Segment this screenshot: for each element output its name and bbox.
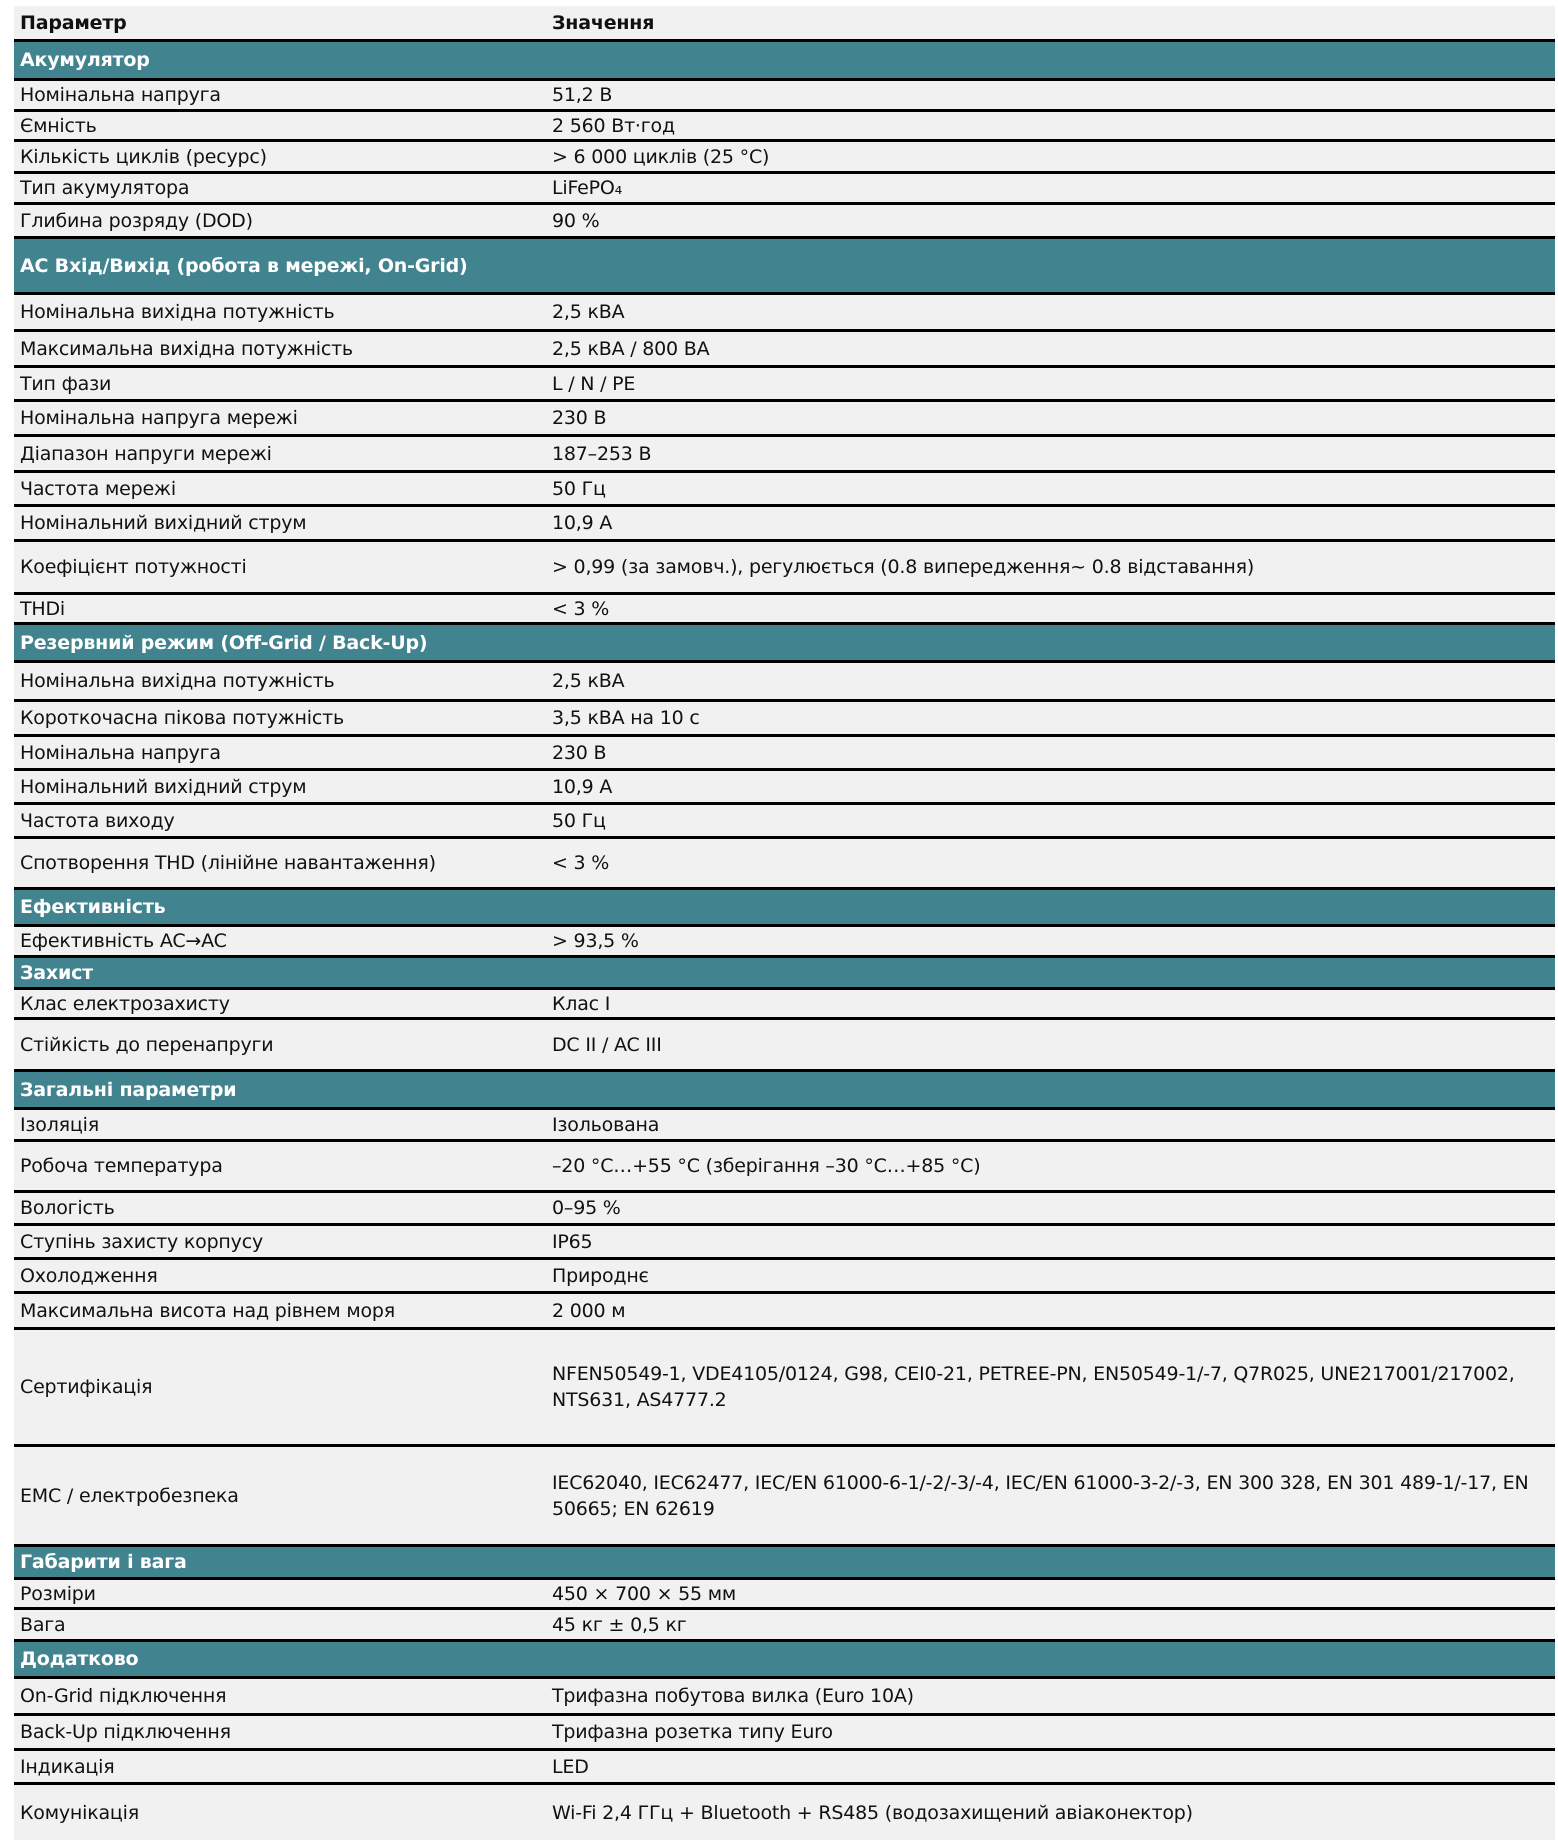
value-cell: 187–253 В [552, 442, 652, 465]
table-row [14, 699, 1555, 734]
param-cell: On-Grid підключення [20, 1685, 227, 1707]
value-cell: Wi-Fi 2,4 ГГц + Bluetooth + RS485 (водозахищений авіаконектор) [552, 1801, 1193, 1824]
param-cell: Номінальна напруга [20, 84, 221, 106]
table-row [14, 504, 1555, 539]
param-cell: Тип фази [20, 372, 112, 395]
table-row [14, 109, 1555, 139]
value-cell: –20 °C…+55 °C (зберігання –30 °C…+85 °C) [552, 1155, 981, 1177]
value-cell: DC II / AC III [552, 1033, 662, 1056]
table-row [14, 1223, 1555, 1257]
table-row [14, 1444, 1555, 1544]
param-cell: Тип акумулятора [20, 177, 190, 199]
table-row [14, 1713, 1555, 1748]
param-cell: Клас електрозахисту [20, 992, 230, 1015]
value-cell: 2,5 кВА [552, 301, 625, 323]
param-cell: Back-Up підключення [20, 1721, 231, 1743]
param-cell: Коефіцієнт потужності [20, 556, 247, 578]
section-title: Захист [20, 961, 93, 984]
value-cell: Клас I [552, 992, 611, 1015]
table-row [14, 734, 1555, 768]
param-cell: Ступінь захисту корпусу [20, 1230, 263, 1253]
value-cell: NFEN50549-1, VDE4105/0124, G98, CEI0-21, PETREE-PN, EN50549-1/-7, Q7R025, UNE217001/217002, NTS631, AS4777.2 [552, 1363, 1515, 1411]
table-row [14, 1327, 1555, 1444]
param-cell: Сертифікація [20, 1376, 153, 1398]
value-cell: Ізольована [552, 1113, 660, 1136]
value-cell: Трифазна розетка типу Euro [552, 1721, 833, 1743]
section-header [14, 39, 1555, 78]
section-title: Акумулятор [20, 49, 150, 71]
value-cell: 0–95 % [552, 1197, 621, 1219]
param-cell: Номінальний вихідний струм [20, 512, 307, 534]
param-cell: Глибина розряду (DOD) [20, 209, 253, 232]
value-cell: 230 В [552, 741, 607, 764]
value-cell: LED [552, 1755, 589, 1778]
param-cell: Ізоляція [20, 1113, 99, 1136]
section-header [14, 955, 1555, 987]
section-header [14, 1069, 1555, 1107]
table-row [14, 1782, 1555, 1840]
section-header [14, 1544, 1555, 1577]
table-row [14, 1748, 1555, 1782]
table-row [14, 1017, 1555, 1069]
value-cell: 10,9 А [552, 775, 613, 798]
param-cell: Діапазон напруги мережі [20, 442, 272, 465]
value-cell: > 0,99 (за замовч.), регулюється (0.8 випередження~ 0.8 відставання) [552, 556, 1255, 578]
table-row [14, 171, 1555, 202]
table-row [14, 539, 1555, 592]
param-cell: Розміри [20, 1582, 96, 1605]
value-cell: > 6 000 циклів (25 °C) [552, 145, 770, 168]
table-row [14, 1139, 1555, 1190]
column-header-value: Значення [552, 11, 655, 34]
param-cell: Ємність [20, 114, 97, 137]
column-header-param: Параметр [20, 11, 127, 34]
value-cell: 51,2 В [552, 84, 613, 106]
param-cell: Максимальна вихідна потужність [20, 337, 353, 360]
param-cell: EMC / електробезпека [20, 1484, 239, 1507]
section-title: AC Вхід/Вихід (робота в мережі, On-Grid) [20, 254, 468, 277]
param-cell: Стійкість до перенапруги [20, 1033, 274, 1056]
section-title: Ефективність [20, 896, 166, 918]
table-row [14, 365, 1555, 399]
table-row [14, 202, 1555, 236]
section-header [14, 887, 1555, 924]
table-row [14, 802, 1555, 836]
value-cell: < 3 % [552, 852, 610, 874]
table-row [14, 1190, 1555, 1223]
section-title: Загальні параметри [20, 1078, 237, 1101]
value-cell: 90 % [552, 209, 600, 232]
value-cell: IP65 [552, 1230, 593, 1253]
table-row [14, 292, 1555, 329]
table-row [14, 470, 1555, 504]
value-cell: > 93,5 % [552, 930, 639, 952]
section-header [14, 236, 1555, 292]
table-row [14, 78, 1555, 109]
param-cell: Частота виходу [20, 809, 175, 832]
table-row [14, 836, 1555, 887]
value-cell: 2,5 кВА / 800 ВА [552, 337, 710, 360]
param-cell: Номінальна вихідна потужність [20, 670, 335, 692]
table-row [14, 592, 1555, 622]
value-cell: L / N / PE [552, 372, 636, 395]
param-cell: Вага [20, 1613, 66, 1636]
value-cell: 50 Гц [552, 477, 606, 500]
section-header [14, 1639, 1555, 1676]
table-row [14, 329, 1555, 365]
param-cell: Комунікація [20, 1801, 139, 1824]
table-row [14, 1607, 1555, 1639]
table-row [14, 924, 1555, 955]
param-cell: Номінальна напруга мережі [20, 407, 298, 429]
value-cell: Трифазна побутова вилка (Euro 10A) [552, 1685, 914, 1707]
value-cell: IEC62040, IEC62477, IEC/EN 61000-6-1/-2/-3/-4, IEC/EN 61000-3-2/-3, EN 300 328, EN 301 489-1/-17, EN 50665; EN 62619 [552, 1471, 1529, 1520]
table-header-row [14, 6, 1555, 39]
table-row [14, 1107, 1555, 1139]
value-cell: 10,9 А [552, 512, 613, 534]
value-cell: 2 560 Вт·год [552, 114, 675, 137]
param-cell: Номінальна напруга [20, 741, 221, 764]
value-cell: 50 Гц [552, 809, 606, 832]
value-cell: 3,5 кВА на 10 с [552, 707, 700, 729]
table-body [14, 39, 1555, 1840]
value-cell: 230 В [552, 407, 607, 429]
table-row [14, 660, 1555, 699]
param-cell: Спотворення THD (лінійне навантаження) [20, 852, 436, 874]
param-cell: Номінальний вихідний струм [20, 775, 307, 798]
param-cell: Частота мережі [20, 477, 176, 500]
table-row [14, 987, 1555, 1017]
param-cell: Індикація [20, 1755, 115, 1778]
section-title: Резервний режим (Off-Grid / Back-Up) [20, 631, 428, 654]
param-cell: Ефективність AC→AC [20, 930, 227, 952]
param-cell: Охолодження [20, 1264, 158, 1287]
table-row [14, 768, 1555, 802]
value-cell: 45 кг ± 0,5 кг [552, 1613, 687, 1636]
param-cell: Кількість циклів (ресурс) [20, 145, 267, 168]
param-cell: Вологість [20, 1197, 115, 1219]
table-row [14, 1257, 1555, 1291]
table-row [14, 1676, 1555, 1713]
table-row [14, 1291, 1555, 1327]
param-cell: Короткочасна пікова потужність [20, 707, 344, 729]
value-cell: 2 000 м [552, 1299, 626, 1322]
table-row [14, 139, 1555, 171]
table-row [14, 1577, 1555, 1607]
value-cell: Природнє [552, 1264, 649, 1287]
param-cell: Номінальна вихідна потужність [20, 301, 335, 323]
table-row [14, 434, 1555, 470]
section-title: Додатково [20, 1648, 139, 1670]
table-row [14, 399, 1555, 434]
param-cell: Максимальна висота над рівнем моря [20, 1299, 396, 1322]
value-cell: 450 × 700 × 55 мм [552, 1582, 737, 1605]
value-cell: < 3 % [552, 597, 610, 620]
param-cell: THDi [20, 597, 66, 620]
section-header [14, 622, 1555, 660]
value-cell: 2,5 кВА [552, 670, 625, 692]
section-title: Габарити і вага [20, 1551, 187, 1573]
param-cell: Робоча температура [20, 1155, 223, 1177]
value-cell: LiFePO₄ [552, 177, 623, 199]
spec-table [14, 6, 1555, 1840]
